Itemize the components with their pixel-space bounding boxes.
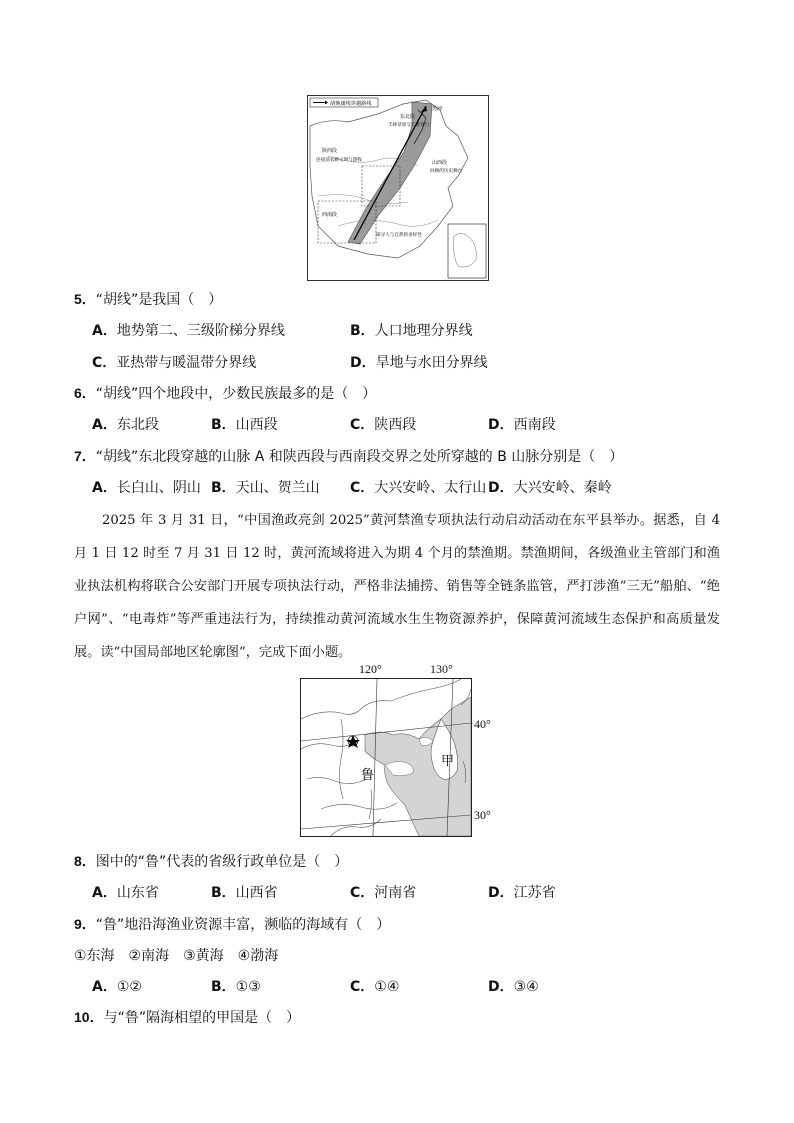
label-heihe: 黑河 xyxy=(432,106,443,112)
question-7 xyxy=(74,446,623,466)
question-number: 5． xyxy=(74,291,96,307)
label-northeast: 东北段 xyxy=(400,114,416,120)
question-5 xyxy=(74,289,222,309)
q9-option-a[interactable]: A．①② xyxy=(92,979,142,995)
lat-label-30: 30° xyxy=(474,808,491,822)
label-shanxi-desc: 回顾的历史舞台 xyxy=(430,169,463,174)
q9-option-b[interactable]: B．①③ xyxy=(211,979,261,995)
q7-option-b[interactable]: B．天山、贺兰山 xyxy=(211,480,320,496)
lat-label-40: 40° xyxy=(474,717,491,731)
question-stem: “鲁”地沿海渔业资源丰富，濒临的海域有（ ） xyxy=(95,917,391,933)
q6-option-a[interactable]: A．东北段 xyxy=(92,417,159,433)
question-6 xyxy=(74,383,376,403)
question-stem: 与“鲁”隔海相望的甲国是（ ） xyxy=(103,1010,301,1026)
question-10 xyxy=(74,1007,300,1027)
question-number: 10． xyxy=(74,1009,104,1025)
q7-option-c[interactable]: C．大兴安岭、太行山 xyxy=(350,480,487,496)
q6-option-c[interactable]: C．陕西段 xyxy=(350,417,417,433)
question-stem: “胡线”四个地段中，少数民族最多的是（ ） xyxy=(95,386,377,402)
label-lu: 鲁 xyxy=(361,768,375,783)
legend-text: 胡焕庸线穿越路线 xyxy=(330,101,372,107)
question-number: 7． xyxy=(74,448,96,464)
label-shanxi: 山西段 xyxy=(432,160,448,166)
lon-label-120: 120° xyxy=(359,662,382,676)
region-outline-map xyxy=(300,678,472,837)
question-number: 8． xyxy=(74,853,96,869)
q7-option-a[interactable]: A．长白山、阴山 xyxy=(92,480,201,496)
q6-option-d[interactable]: D．西南段 xyxy=(488,417,556,433)
q5-option-a[interactable]: A．地势第二、三级阶梯分界线 xyxy=(92,323,285,339)
q6-option-b[interactable]: B．山西段 xyxy=(211,417,278,433)
label-southwest: 西南段 xyxy=(322,212,338,218)
question-stem: 图中的“鲁”代表的省级行政单位是（ ） xyxy=(95,854,349,870)
question-stem: “胡线”是我国（ ） xyxy=(95,292,223,308)
q8-option-c[interactable]: C．河南省 xyxy=(350,885,417,901)
label-northeast-desc: 丰林草原交汇处穿行 xyxy=(388,123,430,128)
q9-option-d[interactable]: D．③④ xyxy=(488,979,539,995)
label-shaanxi-desc: 连接前农耕文明与游牧 xyxy=(316,158,362,163)
q8-option-a[interactable]: A．山东省 xyxy=(92,885,159,901)
reading-passage: 2025 年 3 月 31 日，“中国渔政亮剑 2025”黄河禁渔专项执法行动启动活动在东平县举办。据悉，自 4 月 1 日 12 时至 7 月 31 日 12 时，黄河流域将进入为期 4 个月的禁渔期。禁渔期间，各级渔业主管部门和渔业执法机构将联合公安部门开展专项执法行动，严格非法捕捞、销售等全链条监管，严打涉渔“三无”船舶、“绝户网”、“电毒炸”等严重违法行为，持续推动黄河流域水生生物资源养护，保障黄河流域生态保护和高质量发展。读“中国局部地区轮廓图”，完成下面小题。 xyxy=(74,513,720,660)
question-8 xyxy=(74,851,348,871)
label-southwest-desc: 探寻人与自然的多样性 xyxy=(376,233,422,238)
hu-line-map xyxy=(307,95,489,281)
q8-option-d[interactable]: D．江苏省 xyxy=(488,885,556,901)
q9-option-c[interactable]: C．①④ xyxy=(350,979,400,995)
lon-label-130: 130° xyxy=(430,662,453,676)
label-shaanxi: 陕西段 xyxy=(322,148,338,154)
question-number: 9． xyxy=(74,916,96,932)
label-jia: 甲 xyxy=(441,754,455,769)
q5-option-d[interactable]: D．旱地与水田分界线 xyxy=(350,355,488,371)
region-outline-drawing xyxy=(301,679,471,836)
q5-option-b[interactable]: B．人口地理分界线 xyxy=(350,323,473,339)
hu-line-map-drawing xyxy=(308,96,488,280)
q8-option-b[interactable]: B．山西省 xyxy=(211,885,278,901)
question-number: 6． xyxy=(74,385,96,401)
q9-choices: ①东海 ②南海 ③黄海 ④渤海 xyxy=(74,948,279,964)
question-9 xyxy=(74,914,390,934)
q5-option-c[interactable]: C．亚热带与暖温带分界线 xyxy=(92,355,257,371)
question-stem: “胡线”东北段穿越的山脉 A 和陕西段与西南段交界之处所穿越的 B 山脉分别是（ ） xyxy=(95,449,624,465)
q7-option-d[interactable]: D．大兴安岭、秦岭 xyxy=(488,480,612,496)
